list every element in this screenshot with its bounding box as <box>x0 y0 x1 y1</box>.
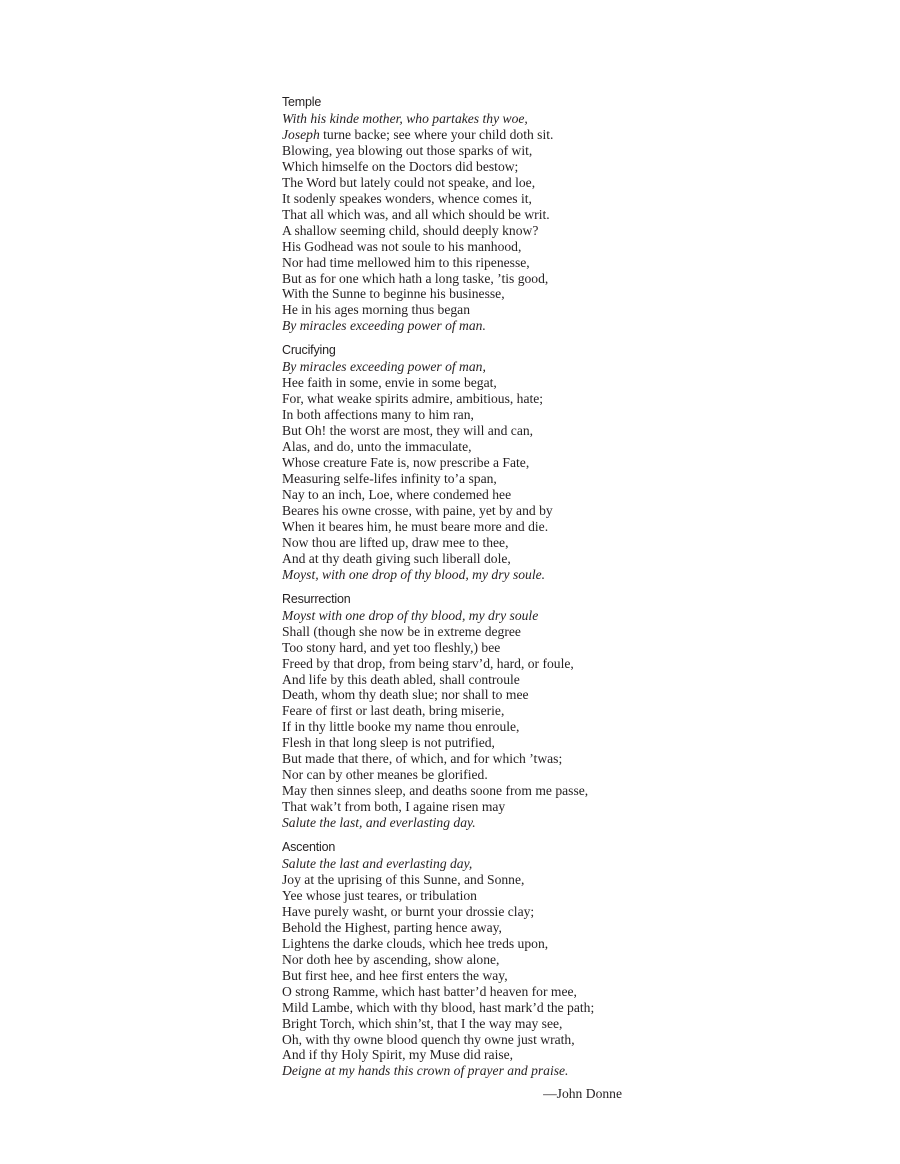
poem-line: Death, whom thy death slue; nor shall to mee <box>282 687 529 703</box>
poem-line: His Godhead was not soule to his manhood, <box>282 238 522 254</box>
poem-line: May then sinnes sleep, and deaths soone from me passe, <box>282 783 589 799</box>
verse-block <box>282 608 642 831</box>
poem-line: But Oh! the worst are most, they will and can, <box>282 423 534 439</box>
verse-block <box>282 359 642 582</box>
poem-line: Behold the Highest, parting hence away, <box>282 919 502 935</box>
poem-line: By miracles exceeding power of man. <box>282 318 486 334</box>
poem-line: Moyst, with one drop of thy blood, my dry soule. <box>282 566 546 582</box>
poem-line: But first hee, and hee first enters the way, <box>282 967 508 983</box>
section-title: Ascention <box>282 840 336 855</box>
poem-line: When it beares him, he must beare more and die. <box>282 518 549 534</box>
poem-line: Blowing, yea blowing out those sparks of wit, <box>282 142 533 158</box>
section-title: Crucifying <box>282 343 336 358</box>
section-resurrection <box>282 590 642 831</box>
poem-line: Whose creature Fate is, now prescribe a Fate, <box>282 455 530 471</box>
poem-line: And at thy death giving such liberall dole, <box>282 550 511 566</box>
poem-line: Nor had time mellowed him to this ripenesse, <box>282 254 530 270</box>
section-ascention <box>282 838 642 1079</box>
poem-line: Moyst with one drop of thy blood, my dry soule <box>282 607 539 623</box>
poem-line: Freed by that drop, from being starv’d, hard, or foule, <box>282 655 574 671</box>
section-title: Resurrection <box>282 591 351 606</box>
poem-line: Measuring selfe-lifes infinity to’a span, <box>282 471 497 487</box>
poem-line: By miracles exceeding power of man, <box>282 359 486 375</box>
poem-line: Feare of first or last death, bring miserie, <box>282 703 505 719</box>
poem-line: A shallow seeming child, should deeply know? <box>282 222 539 238</box>
poem-line: Nor can by other meanes be glorified. <box>282 767 488 783</box>
poem-line: Flesh in that long sleep is not putrified, <box>282 735 495 751</box>
poem-line: Oh, with thy owne blood quench thy owne just wrath, <box>282 1031 575 1047</box>
poem-line: O strong Ramme, which hast batter’d heaven for mee, <box>282 983 577 999</box>
poem-line: Yee whose just teares, or tribulation <box>282 887 477 903</box>
section-crucifying <box>282 341 642 582</box>
poem-line: Salute the last, and everlasting day. <box>282 815 476 831</box>
poem-line: Nay to an inch, Loe, where condemed hee <box>282 486 512 502</box>
poem-line: Lightens the darke clouds, which hee treds upon, <box>282 935 549 951</box>
poem-line: But made that there, of which, and for which ’twas; <box>282 751 563 767</box>
verse-block <box>282 856 642 1079</box>
poem-line: He in his ages morning thus began <box>282 302 471 318</box>
poem-line: And if thy Holy Spirit, my Muse did raise, <box>282 1047 514 1063</box>
poem-line: Deigne at my hands this crown of prayer and praise. <box>282 1063 569 1079</box>
poem-line: That all which was, and all which should be writ. <box>282 206 550 222</box>
poem-line: In both affections many to him ran, <box>282 407 474 423</box>
poem-line: Which himselfe on the Doctors did bestow; <box>282 158 519 174</box>
poem-line: Now thou are lifted up, draw mee to thee, <box>282 534 509 550</box>
italic-name: Joseph <box>282 126 320 142</box>
section-temple <box>282 93 642 334</box>
section-title: Temple <box>282 95 322 109</box>
poem-line: And life by this death abled, shall controule <box>282 671 520 687</box>
poem-line: The Word but lately could not speake, and loe, <box>282 174 536 190</box>
poem-line: With the Sunne to beginne his businesse, <box>282 286 505 302</box>
poem-line: If in thy little booke my name thou enroule, <box>282 719 520 735</box>
poem-line: For, what weake spirits admire, ambitious, hate; <box>282 391 544 407</box>
poem-line: Have purely washt, or burnt your drossie clay; <box>282 903 535 919</box>
poem-line: Shall (though she now be in extreme degree <box>282 623 521 639</box>
poem-line: Salute the last and everlasting day, <box>282 856 473 872</box>
poem-line <box>282 127 642 143</box>
poem-line: Alas, and do, unto the immaculate, <box>282 439 472 455</box>
poem-line: Nor doth hee by ascending, show alone, <box>282 951 500 967</box>
poem-line: That wak’t from both, I againe risen may <box>282 799 506 815</box>
verse-block <box>282 111 642 334</box>
poem-line: Too stony hard, and yet too fleshly,) bee <box>282 639 501 655</box>
poem-line: It sodenly speakes wonders, whence comes it, <box>282 190 532 206</box>
line-text: turne backe; see where your child doth sit. <box>323 126 554 142</box>
poem-line: Beares his owne crosse, with paine, yet by and by <box>282 502 553 518</box>
poem-line: Hee faith in some, envie in some begat, <box>282 375 497 391</box>
poem-line: But as for one which hath a long taske, ’tis good, <box>282 270 549 286</box>
poem-line: Joy at the uprising of this Sunne, and Sonne, <box>282 871 525 887</box>
poem-line: Bright Torch, which shin’st, that I the way may see, <box>282 1015 563 1031</box>
poem-line: Mild Lambe, which with thy blood, hast mark’d the path; <box>282 999 595 1015</box>
poem-line: With his kinde mother, who partakes thy woe, <box>282 111 528 126</box>
poem-page <box>282 93 642 1102</box>
author-attribution: —John Donne <box>543 1086 622 1102</box>
